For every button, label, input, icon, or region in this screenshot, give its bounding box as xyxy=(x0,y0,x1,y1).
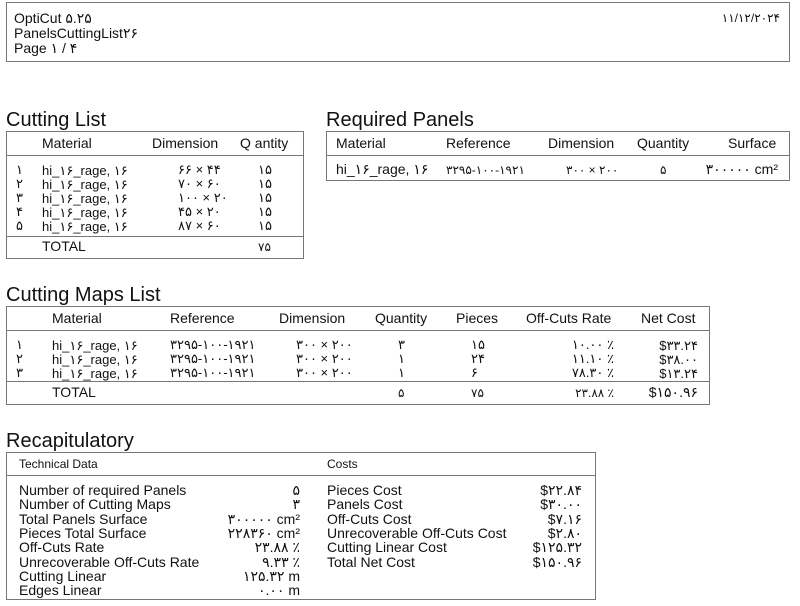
required-panels-col-material: Material xyxy=(336,135,386,151)
required-panel-reference: ۳۲۹۵-۱۰۰-۱۹۲۱ xyxy=(446,163,525,177)
recap-cost-value: $۷.۱۶ xyxy=(547,510,582,527)
required-panels-col-reference: Reference xyxy=(446,135,511,151)
page-number: Page ۱ / ۴ xyxy=(14,40,78,56)
recap-technical-label: Off-Cuts Rate xyxy=(19,539,105,556)
recap-cost-label: Pieces Cost xyxy=(327,482,402,498)
cutting-maps-total-label: TOTAL xyxy=(52,384,96,400)
cutting-maps-col-offcuts: Off-Cuts Rate xyxy=(526,310,612,326)
cutting-list-col-dimension: Dimension xyxy=(152,135,219,151)
required-panel-dimension: ۳۰۰ × ۲۰۰ xyxy=(566,163,619,177)
app-name: OptiCut ۵.۲۵ xyxy=(14,10,92,26)
cutting-map-row-pieces: ۱۵ xyxy=(471,337,485,352)
recap-technical-value: ۲۲۸۳۶۰ cm² xyxy=(227,524,300,541)
cutting-list-row-dimension: ۱۰۰ × ۲۰ xyxy=(178,190,228,205)
required-panels-col-quantity: Quantity xyxy=(637,135,690,151)
cutting-list-row-quantity: ۱۵ xyxy=(258,218,272,233)
recap-technical-value: ۱۲۵.۳۲ m xyxy=(242,567,300,584)
recap-technical-value: ۰.۰۰ m xyxy=(258,582,300,599)
cutting-list-row-material: hi_۱۶_rage, ۱۶ xyxy=(42,205,128,220)
cutting-map-row-number: ۳ xyxy=(16,365,23,380)
cutting-list-row-material: hi_۱۶_rage, ۱۶ xyxy=(42,177,128,192)
cutting-list-row-dimension: ۶۶ × ۴۴ xyxy=(178,162,221,177)
cutting-map-row-reference: ۳۲۹۵-۱۰۰-۱۹۲۱ xyxy=(170,337,256,352)
cutting-list-total-label: TOTAL xyxy=(42,238,86,254)
recap-cost-label: Total Net Cost xyxy=(327,553,415,570)
cutting-maps-total-pieces: ۷۵ xyxy=(471,386,484,400)
project-name: PanelsCuttingList۲۶ xyxy=(14,25,138,41)
recap-title: Recapitulatory xyxy=(6,430,134,452)
cutting-list-col-material: Material xyxy=(42,135,92,151)
recap-cost-label: Unrecoverable Off-Cuts Cost xyxy=(327,524,507,541)
cutting-map-row-netcost: $۳۸.۰۰ xyxy=(659,352,698,367)
cutting-maps-col-reference: Reference xyxy=(170,310,235,326)
cutting-list-row-quantity: ۱۵ xyxy=(258,204,272,219)
cutting-list-row-material: hi_۱۶_rage, ۱۶ xyxy=(42,191,128,206)
cutting-list-row-number: ۴ xyxy=(16,204,23,219)
cutting-map-row-pieces: ۶ xyxy=(471,365,478,380)
cutting-list-row-material: hi_۱۶_rage, ۱۶ xyxy=(42,219,128,234)
cutting-maps-total-offcuts: ۲۳.۸۸ ٪ xyxy=(575,386,614,400)
recap-cost-label: Cutting Linear Cost xyxy=(327,539,447,556)
recap-technical-label: Total Panels Surface xyxy=(19,510,148,527)
cutting-map-row-dimension: ۳۰۰ × ۲۰۰ xyxy=(296,351,353,366)
cutting-list-row-number: ۱ xyxy=(16,162,23,177)
cutting-maps-col-pieces: Pieces xyxy=(456,310,499,326)
required-panel-quantity: ۵ xyxy=(660,163,667,177)
recap-cost-value: $۱۲۵.۳۲ xyxy=(532,539,582,556)
cutting-map-row-pieces: ۲۴ xyxy=(471,351,485,366)
recap-cost-label: Off-Cuts Cost xyxy=(327,510,412,527)
cutting-maps-title: Cutting Maps List xyxy=(6,284,161,306)
recap-technical-label: Cutting Linear xyxy=(19,567,107,584)
recap-technical-label: Pieces Total Surface xyxy=(19,524,147,541)
cutting-map-row-offcuts: ۷۸.۳۰ ٪ xyxy=(571,365,614,380)
cutting-map-row-netcost: $۱۳.۲۴ xyxy=(659,366,698,381)
cutting-list-row-quantity: ۱۵ xyxy=(258,162,272,177)
recap-technical-value: ۳۰۰۰۰۰ cm² xyxy=(227,510,300,527)
recap-technical-label: Unrecoverable Off-Cuts Rate xyxy=(19,553,200,570)
cutting-map-row-dimension: ۳۰۰ × ۲۰۰ xyxy=(296,337,353,352)
recap-technical-label: Number of required Panels xyxy=(19,482,187,498)
cutting-maps-col-dimension: Dimension xyxy=(279,310,346,326)
cutting-map-row-quantity: ۳ xyxy=(398,337,405,352)
cutting-list-row-number: ۳ xyxy=(16,190,23,205)
cutting-map-row-quantity: ۱ xyxy=(398,351,405,366)
recap-cost-label: Panels Cost xyxy=(327,496,403,513)
cutting-list-total-qty: ۷۵ xyxy=(258,240,271,254)
recap-cost-value: $۱۵۰.۹۶ xyxy=(532,553,582,570)
cutting-list-title: Cutting List xyxy=(6,109,107,131)
cutting-list-row-number: ۵ xyxy=(16,218,23,233)
cutting-list-col-quantity: Q antity xyxy=(240,135,289,151)
cutting-list-row-number: ۲ xyxy=(16,176,23,191)
required-panel-surface: ۳۰۰۰۰۰ cm² xyxy=(705,161,778,177)
recap-cost-value: $۳۰.۰۰ xyxy=(540,496,582,513)
recap-technical-value: ۹.۳۳ ٪ xyxy=(262,553,300,570)
cutting-map-row-reference: ۳۲۹۵-۱۰۰-۱۹۲۱ xyxy=(170,351,256,366)
required-panels-title: Required Panels xyxy=(326,109,474,131)
cutting-list-row-quantity: ۱۵ xyxy=(258,176,272,191)
recap-technical-value: ۲۳.۸۸ ٪ xyxy=(254,539,300,556)
cutting-map-row-number: ۲ xyxy=(16,351,23,366)
required-panel-material: hi_۱۶_rage, ۱۶ xyxy=(336,161,429,177)
cutting-list-total-rule xyxy=(6,236,304,237)
required-panels-col-surface: Surface xyxy=(728,135,777,151)
cutting-list-row-dimension: ۴۵ × ۲۰ xyxy=(178,204,221,219)
cutting-map-row-dimension: ۳۰۰ × ۲۰۰ xyxy=(296,365,353,380)
cutting-maps-total-cost: $۱۵۰.۹۶ xyxy=(648,384,698,400)
recap-cost-value: $۲.۸۰ xyxy=(547,524,582,541)
cutting-list-row-material: hi_۱۶_rage, ۱۶ xyxy=(42,163,128,178)
required-panels-header-rule xyxy=(326,155,790,156)
cutting-list-row-dimension: ۷۰ × ۶۰ xyxy=(178,176,221,191)
recap-cost-value: $۲۲.۸۴ xyxy=(540,482,582,498)
cutting-maps-header-rule xyxy=(6,330,710,331)
recap-costs-title: Costs xyxy=(327,457,358,471)
recap-technical-value: ۳ xyxy=(292,496,300,513)
cutting-list-row-dimension: ۸۷ × ۶۰ xyxy=(178,218,221,233)
recap-technical-title: Technical Data xyxy=(19,457,98,471)
report-date: ۱۱/۱۲/۲۰۲۴ xyxy=(721,11,780,25)
cutting-map-row-material: hi_۱۶_rage, ۱۶ xyxy=(52,352,138,367)
cutting-map-row-offcuts: ۱۱.۱۰ ٪ xyxy=(571,351,614,366)
cutting-maps-total-qty: ۵ xyxy=(398,386,405,400)
recap-technical-label: Number of Cutting Maps xyxy=(19,496,171,513)
cutting-maps-col-netcost: Net Cost xyxy=(641,310,696,326)
cutting-map-row-material: hi_۱۶_rage, ۱۶ xyxy=(52,366,138,381)
cutting-maps-col-material: Material xyxy=(52,310,102,326)
cutting-list-row-quantity: ۱۵ xyxy=(258,190,272,205)
cutting-maps-col-quantity: Quantity xyxy=(375,310,428,326)
required-panels-col-dimension: Dimension xyxy=(548,135,615,151)
cutting-map-row-offcuts: ۱۰.۰۰ ٪ xyxy=(571,337,614,352)
cutting-map-row-number: ۱ xyxy=(16,337,23,352)
recap-technical-label: Edges Linear xyxy=(19,582,102,599)
cutting-map-row-material: hi_۱۶_rage, ۱۶ xyxy=(52,338,138,353)
recap-technical-value: ۵ xyxy=(292,482,300,498)
cutting-map-row-quantity: ۱ xyxy=(398,365,405,380)
cutting-maps-total-rule xyxy=(6,381,710,382)
cutting-list-header-rule xyxy=(6,155,304,156)
recap-header-rule xyxy=(6,475,596,476)
cutting-map-row-reference: ۳۲۹۵-۱۰۰-۱۹۲۱ xyxy=(170,365,256,380)
cutting-map-row-netcost: $۳۳.۲۴ xyxy=(659,338,698,353)
